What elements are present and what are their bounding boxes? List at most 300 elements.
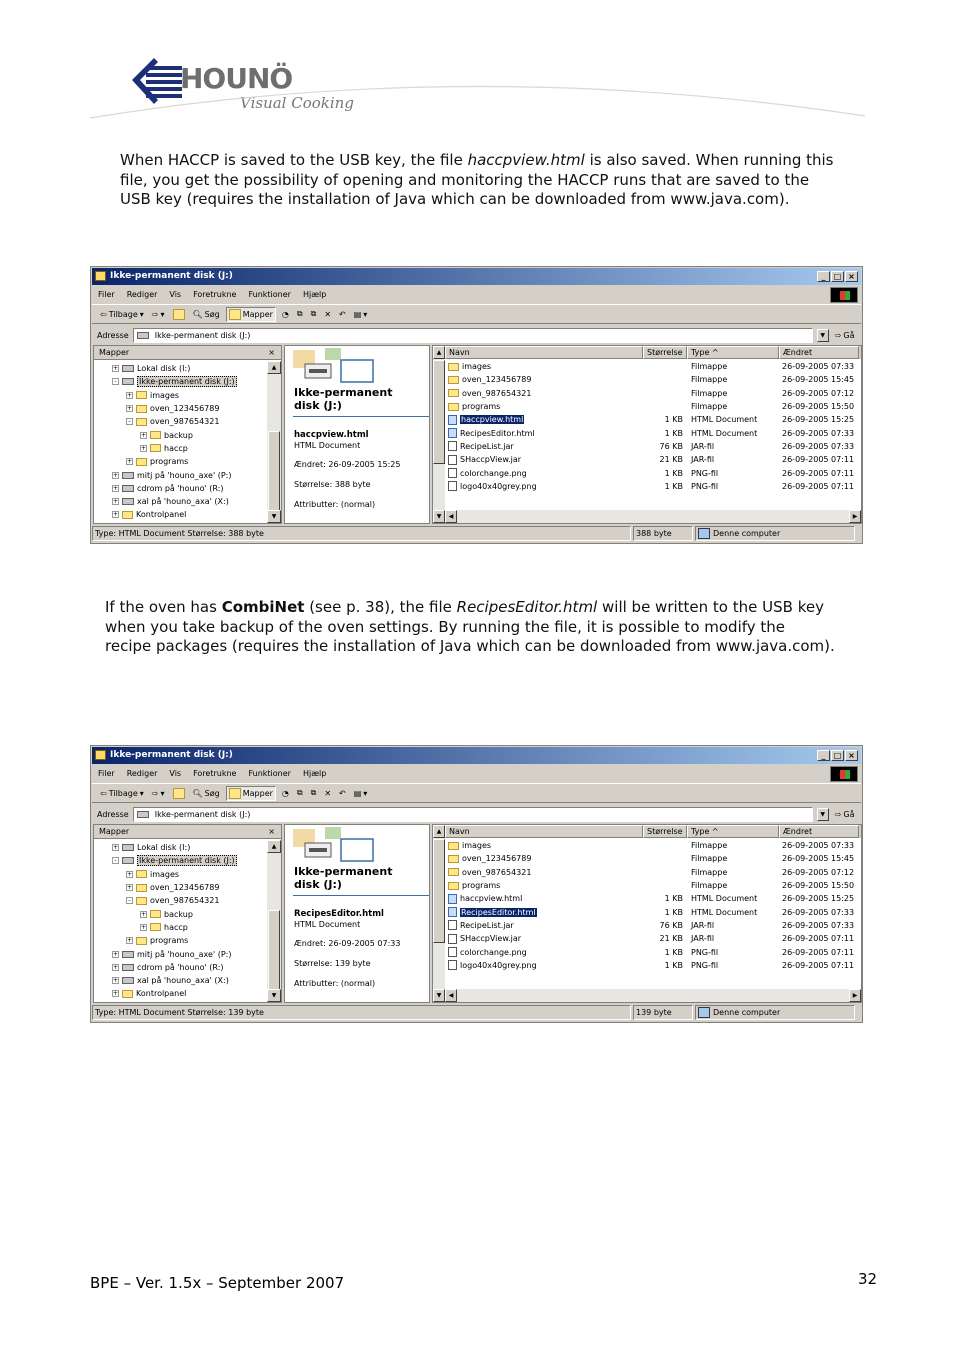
file-type: Filmappe: [691, 867, 728, 877]
file-modified: 26-09-2005 07:11: [782, 468, 855, 478]
move-to-button[interactable]: [295, 308, 305, 320]
scroll-left-button[interactable]: ◀: [445, 989, 457, 1002]
scroll-up-button[interactable]: ▲: [433, 346, 445, 359]
menu-view[interactable]: Vis: [169, 290, 182, 299]
tree-item[interactable]: [94, 894, 267, 907]
file-row[interactable]: [445, 879, 861, 892]
file-type: PNG-fil: [691, 481, 719, 491]
menu-file[interactable]: Filer: [98, 290, 115, 299]
collapse-icon[interactable]: -: [112, 378, 119, 385]
file-row[interactable]: [445, 945, 861, 958]
scroll-left-button[interactable]: ◀: [445, 510, 457, 523]
tree-item-label: Lokal disk (I:): [137, 843, 191, 853]
status-computer-label: Denne computer: [713, 529, 781, 538]
file-name: oven_987654321: [462, 388, 532, 398]
close-button[interactable]: ×: [845, 271, 858, 282]
file-row[interactable]: [445, 480, 861, 493]
scroll-thumb[interactable]: [433, 839, 445, 943]
file-modified: 26-09-2005 07:33: [782, 841, 855, 851]
scroll-down-button[interactable]: ▼: [433, 510, 445, 523]
file-icon: [448, 441, 457, 451]
scroll-up-button[interactable]: ▲: [267, 840, 281, 853]
tree-item[interactable]: [94, 375, 267, 388]
forward-button[interactable]: [150, 309, 167, 320]
scroll-right-button[interactable]: ▶: [849, 510, 861, 523]
scroll-right-button[interactable]: ▶: [849, 989, 861, 1002]
file-name: colorchange.png: [460, 947, 527, 957]
folder-tree-scrollbar[interactable]: [267, 361, 281, 523]
folder-icon: [136, 405, 147, 413]
file-size: 21 KB: [659, 934, 683, 944]
collapse-icon[interactable]: -: [112, 857, 119, 864]
file-name: SHaccpView.jar: [460, 934, 522, 944]
move-to-icon: ⧉: [296, 309, 303, 318]
file-list: [432, 824, 862, 1003]
tree-item-label: oven_123456789: [150, 883, 220, 893]
file-size: 1 KB: [664, 428, 683, 438]
undo-button[interactable]: [337, 788, 348, 799]
folders-icon: [229, 309, 241, 320]
column-size[interactable]: Størrelse: [643, 346, 687, 359]
views-button[interactable]: [352, 309, 370, 320]
chevron-down-icon: ▾: [160, 788, 165, 798]
scroll-thumb[interactable]: [433, 360, 445, 464]
file-name: oven_123456789: [462, 375, 532, 385]
menu-bar: [92, 286, 861, 303]
file-type: Filmappe: [691, 402, 728, 412]
delete-button[interactable]: [322, 788, 333, 799]
file-modified: 26-09-2005 15:25: [782, 415, 855, 425]
scroll-up-button[interactable]: ▲: [433, 825, 445, 838]
tree-item-label: Kontrolpanel: [136, 989, 187, 999]
tree-item[interactable]: [94, 495, 267, 508]
folder-icon: [122, 990, 133, 998]
file-row[interactable]: [445, 440, 861, 453]
forward-arrow-icon: ⇨: [151, 309, 159, 319]
file-row[interactable]: [445, 466, 861, 479]
file-name: RecipesEditor.html: [461, 907, 536, 917]
file-row[interactable]: [445, 892, 861, 905]
menu-tools[interactable]: Funktioner: [248, 769, 291, 778]
file-name: RecipeList.jar: [460, 920, 514, 930]
go-arrow-icon: ⇨: [834, 809, 842, 819]
back-label: Tilbage: [108, 788, 138, 798]
file-type: PNG-fil: [691, 468, 719, 478]
expand-icon[interactable]: +: [127, 458, 133, 466]
file-name: RecipeList.jar: [460, 441, 514, 451]
status-zone: [695, 1005, 855, 1020]
menu-edit[interactable]: Rediger: [126, 290, 158, 299]
folder-icon: [136, 897, 147, 905]
menu-help[interactable]: Hjælp: [302, 769, 327, 778]
file-modified: 26-09-2005 07:11: [782, 455, 855, 465]
copy-to-icon: ⧉: [310, 309, 317, 318]
collapse-icon[interactable]: -: [126, 897, 133, 904]
file-name: programs: [462, 881, 501, 891]
file-icon: [448, 481, 457, 491]
folders-pane-header: [94, 346, 281, 360]
selected-file-modified: Ændret: 26-09-2005 07:33: [294, 939, 401, 948]
file-modified: 26-09-2005 07:33: [782, 428, 855, 438]
expand-icon[interactable]: +: [113, 977, 119, 985]
tree-item[interactable]: [94, 508, 267, 521]
file-size: 76 KB: [659, 920, 683, 930]
file-name: programs: [462, 402, 501, 412]
tree-item[interactable]: [94, 468, 267, 481]
address-bar: [92, 325, 861, 345]
collapse-icon[interactable]: -: [126, 418, 133, 425]
html-icon: [448, 894, 457, 904]
views-icon: ▤: [353, 788, 362, 798]
folder-icon: [448, 868, 459, 876]
file-name: haccpview.html: [461, 415, 524, 425]
expand-icon[interactable]: +: [113, 990, 119, 998]
file-modified: 26-09-2005 07:33: [782, 907, 855, 917]
computer-icon: [698, 528, 710, 539]
paragraph-recipes-editor: If the oven has CombiNet (see p. 38), the file RecipesEditor.html will be written to the USB key when you take backup of the oven settings. By running the file, it is possible to modify the recipe packages (requires the installation of Java which can be downloaded from www.java.com).: [105, 598, 835, 656]
close-pane-button[interactable]: ×: [268, 348, 275, 357]
expand-icon[interactable]: +: [113, 950, 119, 958]
file-name: images: [462, 362, 492, 372]
file-name: oven_987654321: [462, 867, 532, 877]
file-type: JAR-fil: [691, 441, 715, 451]
scroll-down-button[interactable]: ▼: [267, 510, 281, 523]
search-button[interactable]: [191, 788, 222, 799]
undo-icon: ↶: [339, 788, 346, 798]
drive-icon: [122, 964, 134, 971]
tree-item[interactable]: [94, 402, 267, 415]
file-modified: 26-09-2005 07:33: [782, 362, 855, 372]
file-name: oven_123456789: [462, 854, 532, 864]
file-name: colorchange.png: [460, 468, 527, 478]
file-type: PNG-fil: [691, 960, 719, 970]
address-dropdown-button[interactable]: ▼: [817, 329, 829, 342]
file-rows: [445, 839, 861, 972]
history-icon: ◔: [281, 788, 289, 798]
maximize-button[interactable]: □: [831, 271, 844, 282]
folder-icon: [448, 882, 459, 890]
expand-icon[interactable]: +: [127, 870, 133, 878]
history-button[interactable]: [280, 309, 291, 320]
column-type[interactable]: Type ^: [687, 346, 779, 359]
expand-icon[interactable]: +: [127, 884, 133, 892]
file-row[interactable]: [445, 387, 861, 400]
expand-icon[interactable]: +: [127, 937, 133, 945]
tree-item[interactable]: [94, 974, 267, 987]
tree-item-label: cdrom på 'houno' (R:): [137, 483, 224, 493]
expand-icon[interactable]: +: [127, 391, 133, 399]
file-size: 1 KB: [664, 894, 683, 904]
scroll-down-button[interactable]: ▼: [433, 989, 445, 1002]
expand-icon[interactable]: +: [113, 963, 119, 971]
copy-to-button[interactable]: [309, 787, 319, 799]
history-button[interactable]: [280, 788, 291, 799]
expand-icon[interactable]: +: [113, 511, 119, 519]
drive-icon: [95, 271, 106, 281]
folders-button[interactable]: [226, 307, 276, 322]
move-to-button[interactable]: [295, 787, 305, 799]
search-icon: 🔍︎: [192, 788, 203, 798]
expand-icon[interactable]: +: [113, 844, 119, 852]
menu-favorites[interactable]: Foretrukne: [193, 290, 237, 299]
web-view-pane: [284, 824, 430, 1003]
tree-item-label: backup: [164, 909, 193, 919]
tree-item-label: oven_987654321: [150, 417, 220, 427]
tree-item-label: cdrom på 'houno' (R:): [137, 962, 224, 972]
search-button[interactable]: [191, 309, 222, 320]
address-input[interactable]: [133, 328, 813, 343]
logo-name: HOUNÖ: [180, 62, 293, 95]
file-type: Filmappe: [691, 841, 728, 851]
back-button[interactable]: [98, 309, 146, 320]
column-name[interactable]: Navn: [445, 346, 643, 359]
scroll-thumb[interactable]: [268, 910, 280, 1000]
menu-help[interactable]: Hjælp: [302, 290, 327, 299]
go-label: Gå: [843, 809, 855, 819]
file-row[interactable]: [445, 905, 861, 918]
toolbar: [92, 783, 861, 803]
tree-item-label: Ikke-permanent disk (J:): [139, 856, 235, 866]
go-button[interactable]: [833, 330, 857, 341]
tree-item[interactable]: [94, 841, 267, 854]
minimize-button[interactable]: _: [817, 271, 830, 282]
paragraph-haccp: When HACCP is saved to the USB key, the file haccpview.html is also saved. When running this file, you get the possibility of opening and monitoring the HACCP runs that are saved to the USB key (requires the installation of Java which can be downloaded from www.java.com).: [120, 151, 834, 209]
folder-icon: [448, 855, 459, 863]
file-modified: 26-09-2005 07:33: [782, 920, 855, 930]
tree-item[interactable]: [94, 455, 267, 468]
tree-item[interactable]: [94, 362, 267, 375]
chevron-down-icon: ▾: [160, 309, 165, 319]
explorer-window-recipes: [90, 745, 863, 1023]
folder-icon: [448, 389, 459, 397]
file-icon: [448, 960, 457, 970]
forward-arrow-icon: ⇨: [151, 788, 159, 798]
drive-icon: [122, 472, 134, 479]
search-label: Søg: [204, 788, 220, 798]
close-pane-button[interactable]: ×: [268, 827, 275, 836]
file-row[interactable]: [445, 919, 861, 932]
selected-file-attributes: Attributter: (normal): [294, 979, 376, 988]
computer-icon: [698, 1007, 710, 1018]
back-arrow-icon: ⇦: [100, 309, 107, 319]
file-list-hscroll[interactable]: [445, 989, 861, 1002]
column-modified[interactable]: Ændret: [779, 346, 859, 359]
tree-item-label: xal på 'houno_axa' (X:): [137, 976, 229, 986]
tree-item-label: xal på 'houno_axa' (X:): [137, 497, 229, 507]
file-type: Filmappe: [691, 362, 728, 372]
folder-icon: [122, 511, 133, 519]
folder-banner-icon: [285, 825, 377, 865]
selected-file-size: Størrelse: 388 byte: [294, 480, 371, 489]
file-type: Filmappe: [691, 388, 728, 398]
file-row[interactable]: [445, 839, 861, 852]
up-folder-icon: [173, 788, 185, 799]
toolbar: [92, 304, 861, 324]
footer-version: BPE – Ver. 1.5x – September 2007: [90, 1274, 345, 1292]
menu-view[interactable]: Vis: [169, 769, 182, 778]
divider: [293, 895, 429, 896]
move-to-icon: ⧉: [296, 788, 303, 797]
file-name: logo40x40grey.png: [460, 960, 537, 970]
folder-icon: [150, 910, 161, 918]
tree-item-label: backup: [164, 430, 193, 440]
window-title: Ikke-permanent disk (J:): [110, 750, 233, 760]
file-modified: 26-09-2005 07:12: [782, 388, 855, 398]
tree-item[interactable]: [94, 947, 267, 960]
column-size[interactable]: Størrelse: [643, 825, 687, 838]
file-row[interactable]: [445, 453, 861, 466]
title-bar: [92, 268, 861, 285]
tree-item[interactable]: [94, 482, 267, 495]
address-dropdown-button[interactable]: ▼: [817, 808, 829, 821]
web-view-title: Ikke-permanent disk (J:): [294, 865, 393, 891]
tree-item-label: programs: [150, 936, 189, 946]
file-row[interactable]: [445, 373, 861, 386]
page-number: 32: [858, 1270, 878, 1288]
up-folder-button[interactable]: [171, 308, 187, 321]
expand-icon[interactable]: +: [141, 444, 147, 452]
close-button[interactable]: ×: [845, 750, 858, 761]
delete-icon: ✕: [324, 788, 332, 798]
file-row[interactable]: [445, 426, 861, 439]
undo-button[interactable]: [337, 309, 348, 320]
folders-label: Mapper: [242, 309, 273, 319]
maximize-button[interactable]: □: [831, 750, 844, 761]
menu-edit[interactable]: Rediger: [126, 769, 158, 778]
tree-item[interactable]: [94, 881, 267, 894]
file-modified: 26-09-2005 15:25: [782, 894, 855, 904]
expand-icon[interactable]: +: [127, 405, 133, 413]
folder-icon: [136, 884, 147, 892]
title-bar: [92, 747, 861, 764]
tree-item[interactable]: [94, 854, 267, 867]
expand-icon[interactable]: +: [141, 923, 147, 931]
expand-icon[interactable]: +: [113, 471, 119, 479]
tree-item[interactable]: [94, 389, 267, 402]
chevron-down-icon: ▾: [363, 788, 368, 798]
column-type[interactable]: Type ^: [687, 825, 779, 838]
back-arrow-icon: ⇦: [100, 788, 107, 798]
scroll-up-button[interactable]: ▲: [267, 361, 281, 374]
window-title: Ikke-permanent disk (J:): [110, 271, 233, 281]
web-view-title: Ikke-permanent disk (J:): [294, 386, 393, 412]
status-bar: [92, 1005, 861, 1022]
file-list-vscroll[interactable]: [433, 346, 445, 523]
delete-button[interactable]: [322, 309, 333, 320]
folder-icon: [150, 923, 161, 931]
go-arrow-icon: ⇨: [834, 330, 842, 340]
scroll-down-button[interactable]: ▼: [267, 989, 281, 1002]
copy-to-icon: ⧉: [310, 788, 317, 797]
folders-pane: [93, 824, 282, 1003]
search-icon: 🔍︎: [192, 309, 203, 319]
menu-tools[interactable]: Funktioner: [248, 290, 291, 299]
search-label: Søg: [204, 309, 220, 319]
history-icon: ◔: [281, 309, 289, 319]
tree-item[interactable]: [94, 442, 267, 455]
file-row[interactable]: [445, 413, 861, 426]
expand-icon[interactable]: +: [141, 910, 147, 918]
file-row[interactable]: [445, 959, 861, 972]
expand-icon[interactable]: +: [113, 498, 119, 506]
address-input[interactable]: [133, 807, 813, 822]
expand-icon[interactable]: +: [141, 431, 147, 439]
file-icon: [448, 455, 457, 465]
views-button[interactable]: [352, 788, 370, 799]
column-modified[interactable]: Ændret: [779, 825, 859, 838]
undo-icon: ↶: [339, 309, 346, 319]
expand-icon[interactable]: +: [113, 365, 119, 373]
folder-icon: [136, 870, 147, 878]
copy-to-button[interactable]: [309, 308, 319, 320]
file-type: JAR-fil: [691, 920, 715, 930]
file-list-vscroll[interactable]: [433, 825, 445, 1002]
tree-item[interactable]: [94, 415, 267, 428]
column-name[interactable]: Navn: [445, 825, 643, 838]
status-text: Type: HTML Document Størrelse: 139 byte: [92, 1005, 631, 1020]
back-button[interactable]: [98, 788, 146, 799]
tree-item[interactable]: [94, 987, 267, 1000]
folders-pane-title: Mapper: [99, 827, 130, 836]
file-size: 1 KB: [664, 947, 683, 957]
tree-item-label: haccp: [164, 443, 188, 453]
menu-file[interactable]: Filer: [98, 769, 115, 778]
file-modified: 26-09-2005 15:50: [782, 402, 855, 412]
tree-item[interactable]: [94, 921, 267, 934]
tree-item[interactable]: [94, 868, 267, 881]
status-text: Type: HTML Document Størrelse: 388 byte: [92, 526, 631, 541]
menu-favorites[interactable]: Foretrukne: [193, 769, 237, 778]
folders-button[interactable]: [226, 786, 276, 801]
folders-pane-header: [94, 825, 281, 839]
file-list-hscroll[interactable]: [445, 510, 861, 523]
file-row[interactable]: [445, 852, 861, 865]
drive-icon: [122, 977, 134, 984]
up-folder-button[interactable]: [171, 787, 187, 800]
file-modified: 26-09-2005 07:33: [782, 441, 855, 451]
forward-button[interactable]: [150, 788, 167, 799]
file-row[interactable]: [445, 360, 861, 373]
address-label: Adresse: [97, 809, 129, 819]
folder-tree-scrollbar[interactable]: [267, 840, 281, 1002]
file-name: logo40x40grey.png: [460, 481, 537, 491]
go-button[interactable]: [833, 809, 857, 820]
tree-item-label: mitj på 'houno_axe' (P:): [137, 949, 232, 959]
selected-file-type: HTML Document: [294, 920, 361, 929]
tree-item[interactable]: [94, 907, 267, 920]
file-size: 1 KB: [664, 907, 683, 917]
tree-item[interactable]: [94, 934, 267, 947]
file-row[interactable]: [445, 400, 861, 413]
drive-icon: [122, 378, 134, 385]
divider: [293, 416, 429, 417]
go-label: Gå: [843, 330, 855, 340]
file-row[interactable]: [445, 932, 861, 945]
file-type: JAR-fil: [691, 455, 715, 465]
minimize-button[interactable]: _: [817, 750, 830, 761]
selected-file-size: Størrelse: 139 byte: [294, 959, 371, 968]
tree-item[interactable]: [94, 961, 267, 974]
tree-item-label: images: [150, 390, 180, 400]
expand-icon[interactable]: +: [113, 484, 119, 492]
file-row[interactable]: [445, 866, 861, 879]
file-list-header: [445, 346, 861, 359]
chevron-down-icon: ▾: [139, 788, 144, 798]
file-modified: 26-09-2005 15:45: [782, 854, 855, 864]
file-type: HTML Document: [691, 907, 758, 917]
tree-item[interactable]: [94, 428, 267, 441]
scroll-thumb[interactable]: [268, 431, 280, 521]
